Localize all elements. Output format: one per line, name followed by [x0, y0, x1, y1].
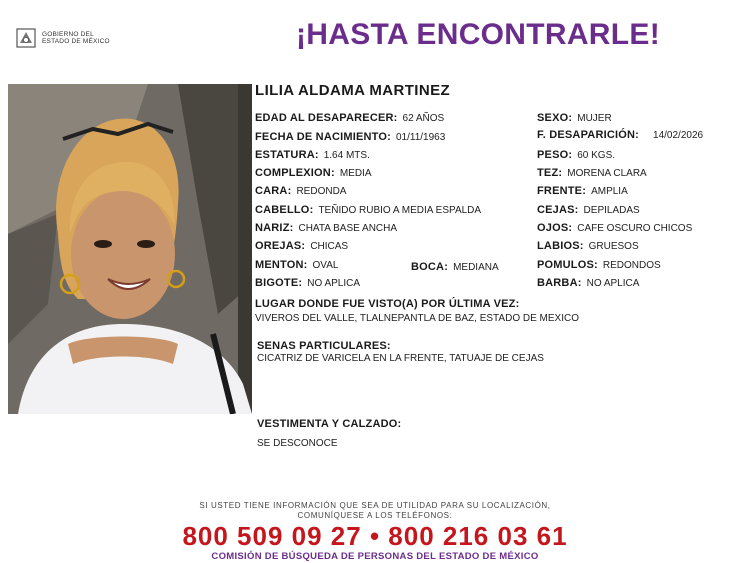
- field-label: CARA:: [255, 185, 292, 197]
- field-barba: [537, 277, 639, 290]
- field-value: MORENA CLARA: [567, 168, 647, 179]
- field-label: MENTON:: [255, 259, 308, 271]
- page-headline: ¡HASTA ENCONTRARLE!: [296, 18, 661, 51]
- senas-label: SENAS PARTICULARES:: [257, 340, 391, 352]
- field-value: MEDIANA: [453, 262, 499, 273]
- vestimenta-value: SE DESCONOCE: [257, 438, 338, 449]
- field-value: 01/11/1963: [396, 132, 446, 143]
- field-edad: [255, 112, 444, 125]
- field-label: FRENTE:: [537, 185, 587, 197]
- field-value: TEÑIDO RUBIO A MEDIA ESPALDA: [318, 205, 482, 216]
- person-name: LILIA ALDAMA MARTINEZ: [255, 82, 451, 99]
- field-label: CABELLO:: [255, 204, 314, 216]
- logo-line-1: GOBIERNO DEL: [42, 31, 94, 38]
- field-cejas: [537, 204, 640, 217]
- coat-of-arms-icon: [16, 27, 36, 49]
- field-label: ESTATURA:: [255, 149, 319, 161]
- phone-numbers: 800 509 09 27 • 800 216 03 61: [182, 521, 568, 551]
- field-bigote: [255, 277, 360, 290]
- field-value: AMPLIA: [591, 186, 628, 197]
- field-label: FECHA DE NACIMIENTO:: [255, 131, 391, 143]
- field-estatura: [255, 149, 370, 162]
- field-label: TEZ:: [537, 167, 563, 179]
- field-peso: [537, 149, 615, 162]
- field-value: NO APLICA: [307, 278, 361, 289]
- field-label: OJOS:: [537, 222, 573, 234]
- field-nacimiento: [255, 131, 445, 144]
- field-value: NO APLICA: [586, 278, 640, 289]
- field-label: BARBA:: [537, 277, 582, 289]
- field-tez: [537, 167, 647, 180]
- logo-text: [42, 31, 110, 45]
- field-cabello: [255, 204, 481, 217]
- field-value: MUJER: [577, 113, 612, 124]
- footer-info-line-1: SI USTED TIENE INFORMACIÓN QUE SEA DE UTILIDAD PARA SU LOCALIZACIÓN,: [199, 501, 551, 510]
- field-frente: [537, 185, 628, 198]
- field-value: REDONDOS: [602, 260, 661, 271]
- field-label: NARIZ:: [255, 222, 294, 234]
- field-label: BOCA:: [411, 261, 449, 273]
- field-value: OVAL: [312, 260, 339, 271]
- footer-info-line-2: COMUNÍQUESE A LOS TELÉFONOS:: [297, 511, 453, 520]
- field-value: 14/02/2026: [653, 130, 704, 141]
- logo-line-2: ESTADO DE MÉXICO: [42, 38, 110, 45]
- field-labios: [537, 240, 639, 253]
- field-value: CHICAS: [310, 241, 349, 252]
- field-label: PESO:: [537, 149, 573, 161]
- lugar-value: VIVEROS DEL VALLE, TLALNEPANTLA DE BAZ, ESTADO DE MEXICO: [255, 313, 579, 324]
- field-nariz: [255, 222, 397, 235]
- senas-value: CICATRIZ DE VARICELA EN LA FRENTE, TATUAJE DE CEJAS: [257, 353, 544, 364]
- field-orejas: [255, 240, 348, 253]
- field-label: OREJAS:: [255, 240, 306, 252]
- field-value: MEDIA: [339, 168, 372, 179]
- field-label: COMPLEXION:: [255, 167, 335, 179]
- field-value: 60 KGS.: [577, 150, 616, 161]
- vestimenta-label: VESTIMENTA Y CALZADO:: [257, 418, 402, 430]
- field-value: 62 AÑOS: [402, 113, 445, 124]
- field-sexo: [537, 112, 612, 125]
- field-value: GRUESOS: [588, 241, 639, 252]
- field-label: EDAD AL DESAPARECER:: [255, 112, 398, 124]
- field-value: REDONDA: [296, 186, 347, 197]
- field-value: DEPILADAS: [583, 205, 640, 216]
- field-desaparicion: [537, 129, 703, 142]
- government-logo: [16, 27, 110, 49]
- field-cara: [255, 185, 346, 198]
- field-label: CEJAS:: [537, 204, 579, 216]
- field-ojos: [537, 222, 692, 235]
- field-label: POMULOS:: [537, 259, 598, 271]
- field-label: BIGOTE:: [255, 277, 303, 289]
- field-label: SEXO:: [537, 112, 573, 124]
- field-label: LABIOS:: [537, 240, 584, 252]
- commission-name: COMISIÓN DE BÚSQUEDA DE PERSONAS DEL ESTADO DE MÉXICO: [211, 551, 539, 562]
- field-value: CAFE OSCURO CHICOS: [577, 223, 693, 234]
- field-complexion: [255, 167, 371, 180]
- field-label: F. DESAPARICIÓN:: [537, 129, 640, 141]
- lugar-label: LUGAR DONDE FUE VISTO(A) POR ÚLTIMA VEZ:: [255, 298, 520, 310]
- person-photo: [8, 84, 252, 414]
- field-value: 1.64 MTS.: [323, 150, 370, 161]
- field-value: CHATA BASE ANCHA: [298, 223, 398, 234]
- field-menton: [255, 259, 338, 272]
- field-pomulos: [537, 259, 661, 272]
- field-boca: [411, 261, 499, 274]
